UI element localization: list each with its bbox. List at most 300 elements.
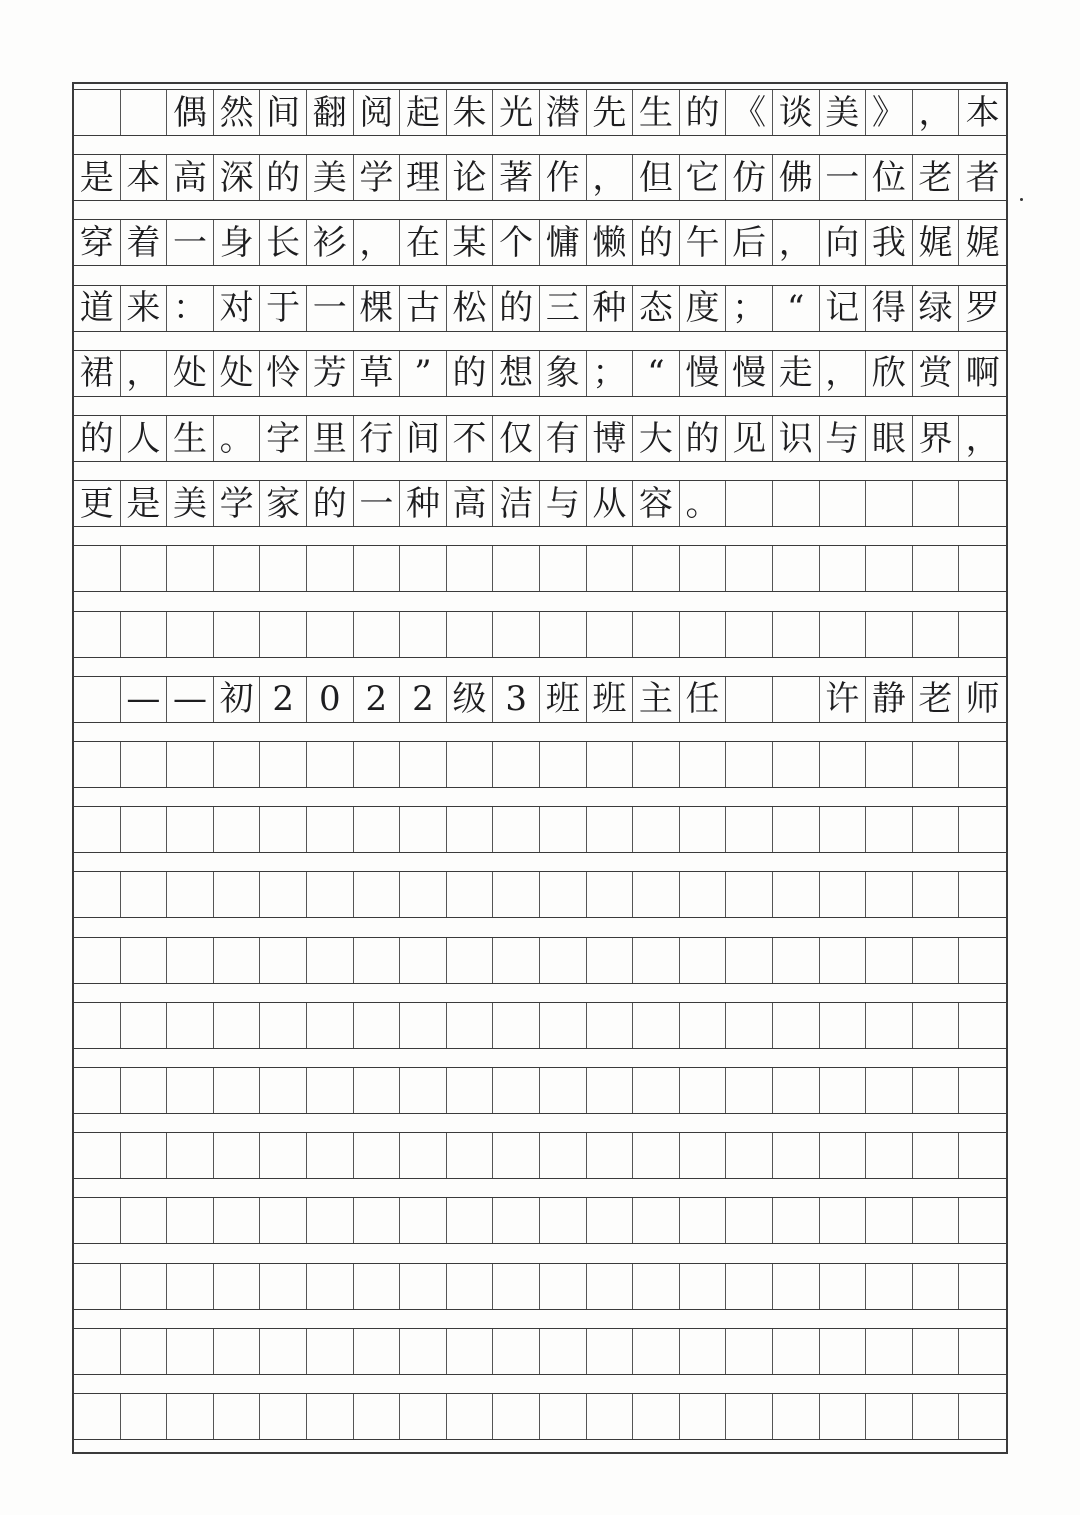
handwritten-char: 更 (74, 481, 121, 526)
grid-cell (167, 546, 214, 591)
grid-cell (307, 1068, 354, 1113)
grid-cell (121, 546, 168, 591)
handwritten-char: 论 (447, 155, 494, 200)
handwritten-char: 美 (307, 155, 354, 200)
grid-cell (913, 1003, 960, 1048)
handwritten-char: 潜 (540, 90, 587, 135)
grid-cell (587, 938, 634, 983)
handwritten-char: “ (633, 351, 680, 396)
grid-cell (726, 1264, 773, 1309)
handwritten-char: 初 (214, 677, 261, 722)
handwritten-char: 一 (307, 286, 354, 331)
grid-cell (587, 1329, 634, 1374)
grid-cell (633, 1068, 680, 1113)
grid-cell (74, 1003, 121, 1048)
handwritten-char: 高 (167, 155, 214, 200)
grid-cell (773, 1003, 820, 1048)
grid-cell (820, 1133, 867, 1178)
handwritten-char: 师 (965, 679, 1000, 720)
handwritten-char: 的 (493, 286, 540, 331)
handwritten-char: 穿 (74, 220, 121, 265)
grid-cell (820, 481, 867, 526)
grid-cell (74, 1133, 121, 1178)
grid-row (74, 1197, 1006, 1244)
grid-cell (121, 1068, 168, 1113)
handwritten-char: 与 (820, 416, 867, 461)
grid-cell (260, 807, 307, 852)
grid-row (74, 219, 1006, 266)
grid-cell (74, 872, 121, 917)
grid-cell (354, 612, 401, 657)
handwritten-char: 一 (354, 481, 401, 526)
handwritten-char: 赏 (913, 351, 960, 396)
grid-cell (260, 1003, 307, 1048)
grid-cell (121, 1329, 168, 1374)
handwritten-char: 对 (214, 286, 261, 331)
grid-cell (167, 1198, 214, 1243)
grid-row (74, 937, 1006, 984)
grid-cell (167, 1394, 214, 1439)
grid-cell (307, 1394, 354, 1439)
grid-cell (121, 1394, 168, 1439)
grid-cell (400, 546, 447, 591)
grid-cell (820, 1003, 867, 1048)
grid-cell (866, 872, 913, 917)
handwritten-char: 在 (400, 220, 447, 265)
grid-cell (820, 807, 867, 852)
handwritten-char: 生 (633, 90, 680, 135)
grid-cell (773, 938, 820, 983)
grid-cell (540, 1133, 587, 1178)
handwritten-char: 的 (680, 90, 727, 135)
handwritten-char: 松 (447, 286, 494, 331)
handwritten-char: ， (354, 220, 401, 265)
grid-cell (587, 1003, 634, 1048)
handwritten-char: 一 (167, 220, 214, 265)
grid-cell (214, 872, 261, 917)
handwritten-char: 得 (866, 286, 913, 331)
handwritten-char: 一 (820, 155, 867, 200)
grid-cell (820, 742, 867, 787)
handwritten-char: 班 (587, 677, 634, 722)
grid-cell (726, 1394, 773, 1439)
handwritten-char: 作 (540, 155, 587, 200)
grid-cell (913, 742, 960, 787)
grid-cell (959, 938, 1006, 983)
handwritten-char: 朱 (447, 90, 494, 135)
grid-cell (726, 1198, 773, 1243)
handwritten-char: 家 (260, 481, 307, 526)
grid-cell (820, 872, 867, 917)
grid-cell (726, 742, 773, 787)
grid-row (74, 285, 1006, 332)
handwritten-char: 班 (540, 677, 587, 722)
handwritten-char: 仿 (726, 155, 773, 200)
handwritten-char: 静 (866, 677, 913, 722)
grid-cell (74, 90, 121, 135)
grid-cell (121, 90, 168, 135)
grid-cell (913, 1068, 960, 1113)
grid-cell (400, 807, 447, 852)
grid-cell (74, 1329, 121, 1374)
grid-row (74, 741, 1006, 788)
grid-cell (121, 742, 168, 787)
handwritten-char: — (121, 677, 168, 722)
grid-cell (74, 677, 121, 722)
grid-cell (167, 872, 214, 917)
handwritten-char: 某 (447, 220, 494, 265)
handwritten-char: 著 (493, 155, 540, 200)
grid-cell (540, 612, 587, 657)
handwritten-char: 它 (680, 155, 727, 200)
grid-cell (400, 742, 447, 787)
grid-cell (587, 872, 634, 917)
grid-cell (820, 1198, 867, 1243)
grid-cell (447, 1198, 494, 1243)
grid-row (74, 350, 1006, 397)
grid-cell (260, 1329, 307, 1374)
grid-cell (959, 872, 1006, 917)
handwritten-char: 美 (167, 481, 214, 526)
grid-cell (773, 1394, 820, 1439)
grid-cell (540, 742, 587, 787)
handwritten-char: 衫 (307, 220, 354, 265)
grid-cell (307, 1003, 354, 1048)
grid-row (74, 1328, 1006, 1375)
handwritten-char: 裙 (74, 351, 121, 396)
grid-cell (493, 872, 540, 917)
grid-cell (913, 481, 960, 526)
handwritten-char: 起 (400, 90, 447, 135)
grid-cell (121, 1003, 168, 1048)
grid-row (74, 545, 1006, 592)
grid-cell (354, 1003, 401, 1048)
handwritten-char: 娓 (965, 222, 1000, 263)
handwritten-char: 我 (866, 220, 913, 265)
grid-cell (913, 872, 960, 917)
grid-cell (633, 1198, 680, 1243)
grid-cell (913, 938, 960, 983)
handwritten-char: 间 (400, 416, 447, 461)
handwritten-char: 草 (354, 351, 401, 396)
grid-cell (121, 807, 168, 852)
grid-cell (121, 872, 168, 917)
handwritten-char: 道 (74, 286, 121, 331)
grid-cell (633, 1003, 680, 1048)
handwritten-char: 偶 (167, 90, 214, 135)
handwritten-char: 慵 (540, 220, 587, 265)
grid-cell (680, 1198, 727, 1243)
grid-cell (400, 1003, 447, 1048)
grid-cell (726, 872, 773, 917)
grid-cell (587, 1133, 634, 1178)
handwritten-char: 与 (540, 481, 587, 526)
grid-cell (260, 546, 307, 591)
grid-cell (540, 1264, 587, 1309)
handwritten-char: 见 (726, 416, 773, 461)
grid-cell (447, 938, 494, 983)
grid-cell (959, 1003, 1006, 1048)
grid-cell (167, 742, 214, 787)
grid-cell (121, 938, 168, 983)
grid-cell (354, 742, 401, 787)
grid-cell (633, 742, 680, 787)
grid-cell (447, 742, 494, 787)
grid-cell (447, 807, 494, 852)
grid-cell (866, 742, 913, 787)
grid-cell (74, 1198, 121, 1243)
handwritten-char: 美 (820, 90, 867, 135)
grid-cell (400, 938, 447, 983)
grid-cell (307, 938, 354, 983)
grid-row (74, 1132, 1006, 1179)
grid-cell (680, 938, 727, 983)
grid-cell (447, 1264, 494, 1309)
grid-cell (633, 1329, 680, 1374)
grid-cell (354, 1329, 401, 1374)
grid-cell (260, 1068, 307, 1113)
grid-cell (866, 1394, 913, 1439)
handwritten-char: 仅 (493, 416, 540, 461)
handwritten-char: 位 (866, 155, 913, 200)
grid-cell (493, 1003, 540, 1048)
grid-cell (959, 612, 1006, 657)
grid-cell (74, 546, 121, 591)
grid-cell (260, 1133, 307, 1178)
grid-cell (167, 938, 214, 983)
grid-cell (447, 1003, 494, 1048)
grid-cell (773, 481, 820, 526)
handwritten-char: 但 (633, 155, 680, 200)
grid-cell (633, 546, 680, 591)
grid-cell (260, 938, 307, 983)
handwritten-char: 是 (121, 481, 168, 526)
handwritten-char: 许 (820, 677, 867, 722)
grid-cell (913, 1394, 960, 1439)
grid-cell (587, 742, 634, 787)
handwritten-char: ， (820, 351, 867, 396)
grid-cell (820, 1394, 867, 1439)
grid-row (74, 1002, 1006, 1049)
handwritten-char: 长 (260, 220, 307, 265)
handwritten-char: 深 (214, 155, 261, 200)
grid-cell (493, 742, 540, 787)
handwritten-char: 字 (260, 416, 307, 461)
grid-cell (354, 1394, 401, 1439)
grid-cell (587, 1068, 634, 1113)
grid-cell (493, 612, 540, 657)
handwritten-char: 眼 (866, 416, 913, 461)
grid-cell (726, 1133, 773, 1178)
handwritten-char: ； (726, 286, 773, 331)
grid-cell (540, 1068, 587, 1113)
grid-cell (959, 546, 1006, 591)
grid-cell (167, 807, 214, 852)
handwritten-char: 古 (400, 286, 447, 331)
grid-cell (913, 1264, 960, 1309)
grid-cell (121, 1264, 168, 1309)
handwritten-char: 里 (307, 416, 354, 461)
grid-cell (214, 1003, 261, 1048)
grid-cell (959, 1133, 1006, 1178)
handwritten-char: 慢 (680, 351, 727, 396)
handwritten-char: 的 (447, 351, 494, 396)
handwritten-char: 2 (354, 677, 401, 722)
grid-cell (354, 938, 401, 983)
handwritten-char: 》 (866, 90, 913, 135)
grid-cell (587, 1264, 634, 1309)
grid-cell (680, 1394, 727, 1439)
grid-cell (866, 1068, 913, 1113)
grid-cell (633, 1394, 680, 1439)
grid-cell (214, 1394, 261, 1439)
handwritten-char: 2 (400, 677, 447, 722)
handwritten-char: 学 (354, 155, 401, 200)
grid-cell (493, 546, 540, 591)
grid-cell (400, 1329, 447, 1374)
grid-cell (866, 1264, 913, 1309)
handwritten-char: 后 (726, 220, 773, 265)
grid-cell (959, 807, 1006, 852)
grid-cell (773, 1133, 820, 1178)
handwritten-char: 3 (493, 677, 540, 722)
grid-cell (121, 1198, 168, 1243)
grid-cell (726, 807, 773, 852)
grid-cell (587, 1198, 634, 1243)
handwritten-char: 界 (913, 416, 960, 461)
grid-cell (866, 938, 913, 983)
grid-cell (913, 546, 960, 591)
grid-cell (493, 1329, 540, 1374)
grid-cell (540, 546, 587, 591)
grid-cell (214, 612, 261, 657)
grid-cell (354, 1068, 401, 1113)
grid-cell (307, 872, 354, 917)
grid-cell (74, 938, 121, 983)
grid-cell (773, 677, 820, 722)
handwritten-char: 个 (493, 220, 540, 265)
handwritten-char: 懒 (587, 220, 634, 265)
grid-cell (726, 481, 773, 526)
grid-cell (214, 1068, 261, 1113)
handwritten-char: 啊 (965, 353, 1000, 394)
grid-cell (820, 612, 867, 657)
grid-cell (866, 1003, 913, 1048)
grid-cell (680, 807, 727, 852)
handwritten-char: ” (400, 351, 447, 396)
grid-cell (493, 1394, 540, 1439)
grid-cell (354, 872, 401, 917)
grid-cell (167, 1133, 214, 1178)
grid-cell (121, 612, 168, 657)
grid-cell (74, 742, 121, 787)
handwritten-char: 欣 (866, 351, 913, 396)
writing-grid (72, 82, 1008, 1454)
grid-cell (587, 1394, 634, 1439)
handwritten-char: 的 (260, 155, 307, 200)
grid-cell (260, 612, 307, 657)
grid-cell (633, 872, 680, 917)
handwritten-char: 翻 (307, 90, 354, 135)
grid-cell (447, 1133, 494, 1178)
grid-row (74, 154, 1006, 201)
grid-cell (820, 546, 867, 591)
grid-cell (167, 1068, 214, 1113)
grid-cell (726, 612, 773, 657)
grid-cell (307, 546, 354, 591)
handwritten-char: 的 (307, 481, 354, 526)
handwritten-char: 识 (773, 416, 820, 461)
grid-cell (74, 1264, 121, 1309)
handwritten-char: 洁 (493, 481, 540, 526)
handwritten-char: 身 (214, 220, 261, 265)
grid-cell (773, 1068, 820, 1113)
handwritten-char: 谈 (773, 90, 820, 135)
grid-cell (447, 546, 494, 591)
handwritten-char: ， (773, 220, 820, 265)
grid-cell (493, 807, 540, 852)
grid-cell (773, 612, 820, 657)
handwritten-char: ， (121, 351, 168, 396)
grid-cell (680, 1264, 727, 1309)
grid-cell (400, 872, 447, 917)
handwritten-char: 人 (121, 416, 168, 461)
handwritten-char: 记 (820, 286, 867, 331)
handwritten-char: 处 (167, 351, 214, 396)
grid-cell (447, 872, 494, 917)
grid-cell (493, 1198, 540, 1243)
handwritten-char: 阅 (354, 90, 401, 135)
grid-cell (633, 1264, 680, 1309)
handwritten-char: 的 (680, 416, 727, 461)
handwritten-char: 学 (214, 481, 261, 526)
grid-cell (866, 481, 913, 526)
stray-mark (1020, 198, 1023, 201)
grid-cell (540, 938, 587, 983)
grid-cell (726, 1329, 773, 1374)
grid-cell (866, 1198, 913, 1243)
grid-cell (214, 807, 261, 852)
grid-cell (540, 807, 587, 852)
handwritten-char: 向 (820, 220, 867, 265)
grid-cell (959, 1394, 1006, 1439)
grid-cell (913, 1133, 960, 1178)
handwritten-char: 佛 (773, 155, 820, 200)
grid-cell (307, 612, 354, 657)
grid-cell (680, 546, 727, 591)
grid-row (74, 611, 1006, 658)
handwritten-char: ： (167, 286, 214, 331)
grid-row (74, 871, 1006, 918)
handwritten-char: 态 (633, 286, 680, 331)
grid-cell (493, 1068, 540, 1113)
grid-cell (400, 1264, 447, 1309)
grid-cell (820, 1329, 867, 1374)
handwritten-char: 间 (260, 90, 307, 135)
grid-cell (400, 1198, 447, 1243)
handwritten-char: 。 (214, 416, 261, 461)
handwritten-char: ， (587, 155, 634, 200)
grid-cell (307, 807, 354, 852)
handwritten-char: 象 (540, 351, 587, 396)
handwritten-char: 。 (680, 481, 727, 526)
handwritten-char: 着 (121, 220, 168, 265)
grid-cell (866, 1133, 913, 1178)
handwritten-char: 行 (354, 416, 401, 461)
handwritten-char: 的 (74, 416, 121, 461)
grid-cell (354, 807, 401, 852)
grid-cell (260, 1394, 307, 1439)
